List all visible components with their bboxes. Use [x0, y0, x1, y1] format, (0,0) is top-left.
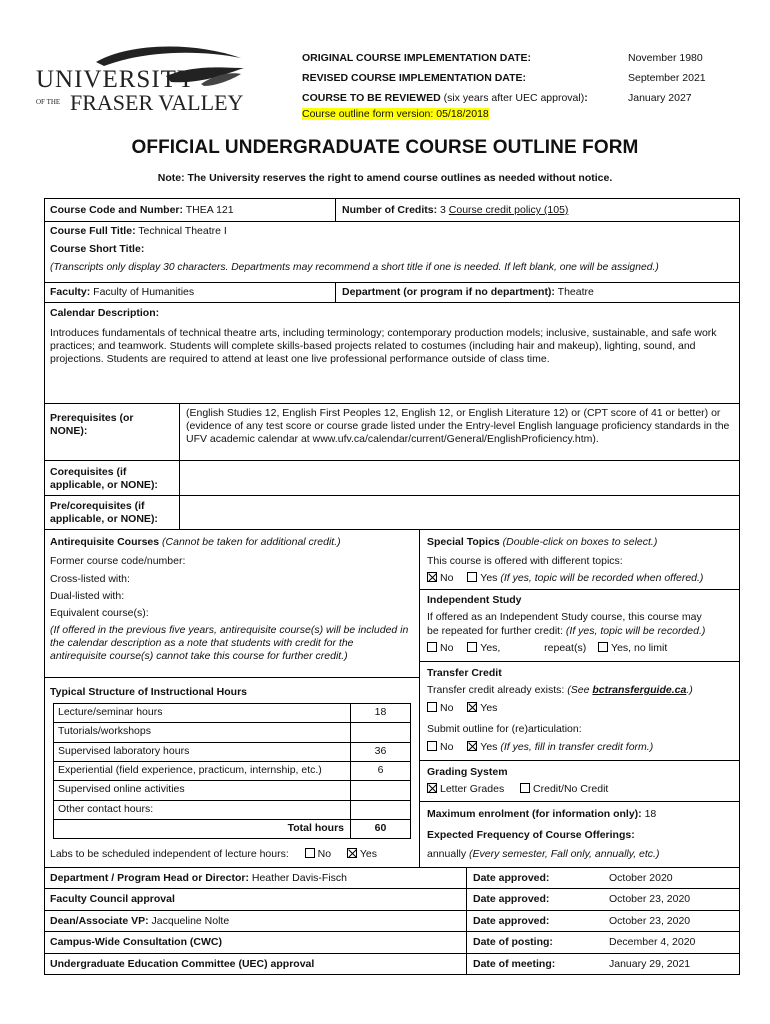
logo-university: UNIVERSITY [36, 66, 196, 93]
divider [419, 661, 740, 662]
review-note: (six years after UEC approval) [440, 92, 585, 104]
letter-grades-checkbox[interactable] [427, 783, 437, 793]
frequency-value: annually [427, 848, 467, 860]
hours-row-value[interactable]: 36 [374, 744, 387, 757]
divider [419, 589, 740, 590]
approval-date-label: Date approved: [473, 893, 550, 906]
hours-row-divider [53, 761, 411, 762]
hours-row-divider [53, 800, 411, 801]
prereq-value[interactable]: (English Studies 12, English First Peoples 12, English 12, or English Literature 12) or (CPT score of 41 or better) or (evidence of any test score or course grade listed under the Entry-level English language proficiency standards in the UFV academic calendar at www.ufv.ca/calendar/current/General/EnglishProficiency.htm). [186, 407, 730, 445]
dual-listed-field[interactable]: Dual-listed with: [50, 590, 125, 602]
independent-no-limit-label: Yes, no limit [611, 642, 668, 654]
equivalent-course-field[interactable]: Equivalent course(s): [50, 607, 149, 619]
frequency-note: (Every semester, Fall only, annually, etc.) [466, 848, 660, 860]
approval-date-value[interactable]: October 23, 2020 [609, 893, 691, 906]
approval-label-text: Department / Program Head or Director: [50, 872, 249, 884]
antireq-label: Antirequisite Courses [50, 536, 160, 548]
frequency-field[interactable] [427, 848, 659, 861]
labs-no-checkbox[interactable] [305, 848, 315, 858]
transfer-submit-options [427, 741, 653, 754]
approval-label-text: Campus-Wide Consultation (CWC) [50, 936, 222, 949]
hours-row-divider [53, 722, 411, 723]
submit-yes-note: (If yes, fill in transfer credit form.) [497, 741, 654, 753]
total-hours-value: 60 [374, 821, 387, 834]
form-version-text: Course outline form version: 05/18/2018 [302, 108, 489, 120]
submit-yes-label: Yes [480, 741, 498, 753]
max-enrolment-field[interactable] [427, 808, 656, 821]
independent-options [427, 642, 667, 655]
center-divider [419, 529, 420, 868]
approval-row-divider [44, 888, 740, 889]
divider [44, 677, 420, 678]
approval-value: Jacqueline Nolte [148, 914, 230, 927]
approval-date-value[interactable]: December 4, 2020 [609, 936, 696, 949]
approval-row-divider [44, 953, 740, 954]
former-course-field[interactable]: Former course code/number: [50, 555, 186, 567]
logo-of-the: OF THE [36, 98, 61, 106]
ufv-logo [36, 44, 251, 124]
short-title-note: (Transcripts only display 30 characters. Departments may recommend a short title if one is needed. If left blank, one will be assigned.) [50, 262, 659, 273]
calendar-label: Calendar Description: [50, 307, 160, 319]
independent-no-label: No [440, 642, 454, 654]
coreq-label: Corequisites (if applicable, or NONE): [50, 466, 158, 491]
credit-no-credit-checkbox[interactable] [520, 783, 530, 793]
divider [335, 198, 336, 222]
independent-text-2a: be repeated for further credit: [427, 625, 563, 637]
special-topics-options [427, 572, 703, 585]
faculty-value: Faculty of Humanities [90, 286, 195, 298]
full-title-value: Technical Theatre I [135, 225, 227, 237]
approval-label[interactable] [50, 915, 229, 928]
course-code-label: Course Code and Number: [50, 204, 184, 216]
submit-no-label: No [440, 741, 454, 753]
review-colon: : [584, 92, 588, 104]
special-topics-heading [427, 536, 657, 549]
special-no-label: No [440, 572, 454, 584]
submit-yes-checkbox[interactable] [467, 741, 477, 751]
independent-text-1: If offered as an Independent Study course, this course may [427, 611, 702, 623]
max-enrolment-value: 18 [641, 808, 657, 820]
form-version [302, 108, 489, 120]
course-code-value: THEA 121 [183, 204, 234, 216]
hours-row-divider [53, 780, 411, 781]
short-title-label: Course Short Title: [50, 243, 145, 255]
revised-date-value: September 2021 [628, 72, 706, 84]
divider [419, 801, 740, 802]
full-title-field[interactable] [50, 225, 227, 238]
transfer-exists-text [427, 684, 693, 697]
credits-field[interactable] [342, 204, 568, 217]
transfer-no-label: No [440, 702, 454, 714]
original-date-label: ORIGINAL COURSE IMPLEMENTATION DATE: [302, 52, 532, 64]
approval-label-text: Faculty Council approval [50, 893, 175, 906]
page-title: OFFICIAL UNDERGRADUATE COURSE OUTLINE FORM [131, 137, 639, 158]
hours-row-label: Experiential (field experience, practicum, internship, etc.) [58, 763, 322, 776]
antireq-label-note: (Cannot be taken for additional credit.) [159, 536, 341, 548]
max-enrolment-label: Maximum enrolment (for information only): [427, 808, 642, 820]
logo-fraser-valley: FRASER VALLEY [70, 90, 244, 115]
special-yes-checkbox[interactable] [467, 572, 477, 582]
approval-date-label: Date of posting: [473, 936, 553, 949]
labs-scheduled-field [50, 848, 377, 861]
approval-label-text: Dean/Associate VP: [50, 914, 149, 927]
precoreq-label: Pre/corequisites (if applicable, or NONE): [50, 500, 158, 525]
labs-yes-checkbox[interactable] [347, 848, 357, 858]
transfer-heading: Transfer Credit [427, 667, 502, 679]
approval-row-divider [44, 910, 740, 911]
department-label: Department (or program if no department): [342, 286, 555, 298]
special-topics-note: (Double-click on boxes to select.) [499, 536, 658, 548]
hours-row-value[interactable]: 18 [374, 706, 387, 718]
department-value: Theatre [554, 286, 594, 298]
total-hours-label: Total hours [287, 821, 344, 834]
divider [179, 460, 180, 530]
independent-text-2-note: (If yes, topic will be recorded.) [563, 625, 706, 637]
special-yes-label: Yes [480, 572, 498, 584]
submit-no-checkbox[interactable] [427, 741, 437, 751]
approval-label[interactable] [50, 872, 347, 885]
calendar-description[interactable]: Introduces fundamentals of technical theatre arts, including terminology; contemporary production models; inclusive, sustainable, and safe work practices; and teamwork. Students will complete skills-based projects related to costumes (including hair and makeup), lighting, sound, and projections. Students are required to attend at least one live professional performance outside of class time. [50, 327, 717, 365]
independent-no-limit-checkbox[interactable] [598, 642, 608, 652]
revised-date-label: REVISED COURSE IMPLEMENTATION DATE: [302, 72, 527, 84]
approval-date-value[interactable]: October 23, 2020 [609, 914, 691, 927]
department-field[interactable] [342, 286, 594, 299]
approval-date-label: Date approved: [473, 872, 550, 884]
prereq-label: Prerequisites (or NONE): [50, 412, 134, 437]
original-date-value: November 1980 [628, 52, 703, 64]
review-label-text: COURSE TO BE REVIEWED [302, 92, 441, 104]
transfer-note-a: (See [564, 684, 593, 696]
transfer-submit-text: Submit outline for (re)articulation: [427, 723, 582, 735]
antireq-note: (If offered in the previous five years, antirequisite course(s) will be included in the calendar description as a note that students with credit for the antirequisite course(s) cannot take this course for further credit.) [50, 624, 409, 662]
approval-label[interactable] [50, 936, 222, 949]
special-no-checkbox[interactable] [427, 572, 437, 582]
approval-label[interactable] [50, 893, 175, 906]
transfer-yes-label: Yes [480, 702, 498, 714]
independent-yes-checkbox[interactable] [467, 642, 477, 652]
transfer-exists-label: Transfer credit already exists: [427, 684, 565, 696]
approval-date-value[interactable]: October 2020 [609, 872, 673, 884]
credits-label: Number of Credits: [342, 204, 438, 216]
special-topics-label: Special Topics [427, 536, 500, 548]
transfer-exists-options [427, 702, 497, 715]
approval-value: Heather Davis-Fisch [248, 872, 347, 884]
bctransferguide-link[interactable]: bctransferguide.ca [592, 684, 687, 696]
grading-options [427, 783, 608, 796]
hours-row-value[interactable]: 6 [377, 763, 384, 776]
independent-no-checkbox[interactable] [427, 642, 437, 652]
review-date-label [302, 92, 588, 104]
faculty-label: Faculty: [50, 286, 91, 298]
divider [335, 282, 336, 303]
review-date-value: January 2027 [628, 92, 692, 104]
transfer-no-checkbox[interactable] [427, 702, 437, 712]
frequency-label: Expected Frequency of Course Offerings: [427, 829, 635, 841]
cross-listed-field[interactable]: Cross-listed with: [50, 573, 130, 585]
approval-date-value[interactable]: January 29, 2021 [609, 957, 691, 970]
approval-date-label: Date of meeting: [473, 957, 556, 970]
labs-no-label: No [317, 848, 332, 860]
credit-policy-link[interactable]: Course credit policy (105) [448, 204, 569, 216]
approval-label[interactable] [50, 958, 314, 971]
hours-row-label: Lecture/seminar hours [58, 706, 163, 718]
faculty-field[interactable] [50, 286, 194, 299]
hours-row-label: Tutorials/workshops [58, 725, 151, 738]
hours-heading: Typical Structure of Instructional Hours [50, 686, 247, 698]
special-topics-text: This course is offered with different topics: [427, 555, 623, 567]
transfer-note-b: .) [686, 684, 693, 696]
divider [466, 867, 467, 974]
independent-yes-label: Yes, [480, 642, 501, 654]
approval-date-label: Date approved: [473, 914, 550, 927]
labs-yes-label: Yes [359, 848, 378, 860]
credit-no-credit-label: Credit/No Credit [533, 783, 609, 795]
credits-value: 3 [437, 204, 449, 216]
letter-grades-label: Letter Grades [440, 783, 505, 795]
amend-note: Note: The University reserves the right to amend course outlines as needed without notice. [157, 172, 613, 184]
hours-row-divider [53, 742, 411, 743]
grading-heading: Grading System [427, 766, 508, 778]
approval-row-divider [44, 931, 740, 932]
independent-heading: Independent Study [427, 594, 522, 606]
hours-row-label: Other contact hours: [58, 802, 154, 815]
hours-row-divider [53, 819, 411, 820]
course-code-field[interactable] [50, 204, 234, 217]
special-yes-note: (If yes, topic will be recorded when offered.) [497, 572, 704, 584]
independent-text-2 [427, 625, 705, 638]
hours-row-label: Supervised online activities [58, 783, 185, 796]
hours-row-label: Supervised laboratory hours [58, 744, 190, 757]
transfer-yes-checkbox[interactable] [467, 702, 477, 712]
independent-repeats-label: repeat(s) [544, 642, 587, 654]
divider [419, 760, 740, 761]
full-title-label: Course Full Title: [50, 225, 136, 237]
approval-label-text: Undergraduate Education Committee (UEC) approval [50, 957, 315, 970]
antireq-heading [50, 536, 341, 549]
labs-scheduled-label: Labs to be scheduled independent of lecture hours: [50, 848, 289, 860]
